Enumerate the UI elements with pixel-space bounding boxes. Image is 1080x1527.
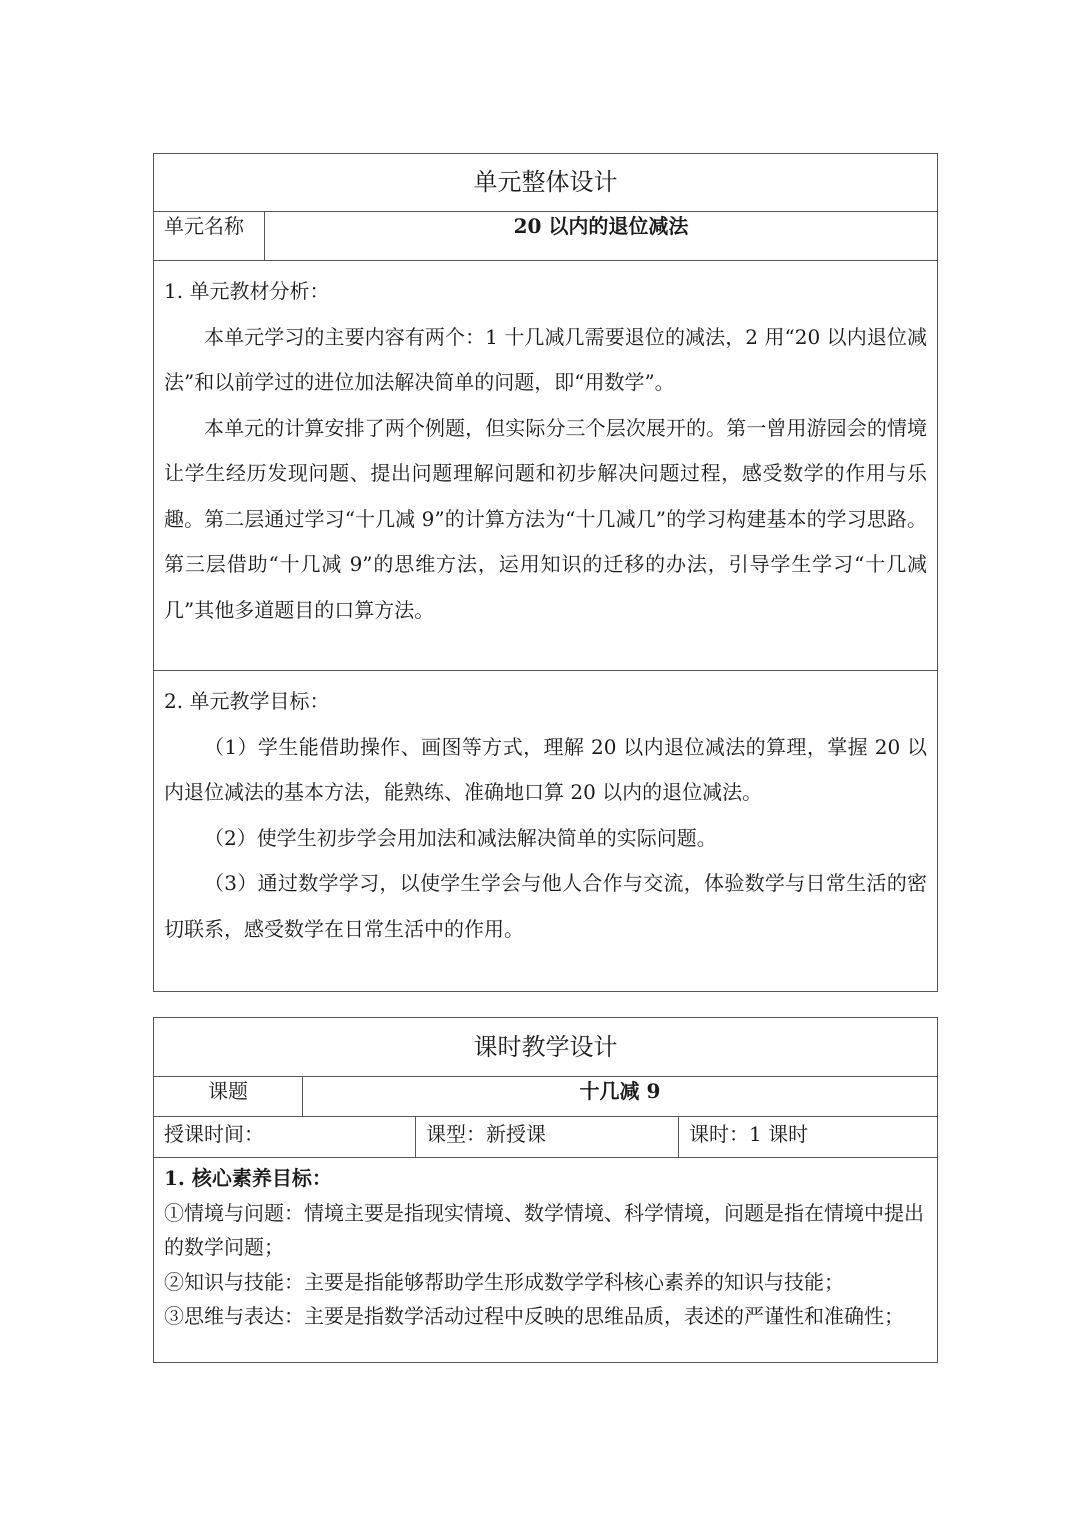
- lesson-time-label: 授课时间：: [164, 1122, 264, 1146]
- unit-goals-heading: 2. 单元教学目标：: [164, 689, 330, 713]
- lesson-title-row: [154, 1018, 937, 1077]
- core-goal-2: ②知识与技能：主要是指能够帮助学生形成数学学科核心素养的知识与技能；: [164, 1269, 844, 1294]
- core-goal-1: ①情境与问题：情境主要是指现实情境、数学情境、科学情境，问题是指在情境中提出的数学问题；: [164, 1200, 924, 1259]
- core-goals-heading: 1. 核心素养目标：: [164, 1166, 332, 1190]
- lesson-hours-label: 课时：1 课时: [678, 1117, 937, 1157]
- unit-analysis-paragraph-1: 本单元学习的主要内容有两个：1 十几减几需要退位的减法，2 用“20 以内退位减法”和以前学过的进位加法解决简单的问题，即“用数学”。: [164, 324, 927, 394]
- unit-name-value: 20 以内的退位减法: [264, 212, 937, 260]
- unit-analysis-heading: 1. 单元教材分析：: [164, 279, 330, 303]
- unit-goals-row: [154, 671, 937, 991]
- unit-name-row: [154, 212, 937, 261]
- lesson-topic-value: 十几减 9: [302, 1077, 937, 1116]
- unit-analysis-paragraph-2: 本单元的计算安排了两个例题，但实际分三个层次展开的。第一曾用游园会的情境让学生经历发现问题、提出问题理解问题和初步解决问题过程，感受数学的作用与乐趣。第二层通过学习“十几减 9”的计算方法为“十几减几”的学习构建基本的学习思路。第三层借助“十几减 9”的思维方法，运用知识的迁移的办法，引导学生学习“十几减几”其他多道题目的口算方法。: [164, 415, 927, 622]
- lesson-info-row: [154, 1117, 937, 1158]
- lesson-topic-row: [154, 1077, 937, 1117]
- unit-analysis-row: [154, 261, 937, 671]
- lesson-design-title: 课时教学设计: [473, 1033, 618, 1061]
- core-goals-row: [154, 1158, 937, 1362]
- unit-design-title: 单元整体设计: [473, 168, 618, 196]
- lesson-topic-label: 课题: [208, 1079, 248, 1103]
- core-goal-3: ③思维与表达：主要是指数学活动过程中反映的思维品质，表述的严谨性和准确性；: [164, 1304, 904, 1328]
- unit-title-row: [154, 154, 937, 212]
- lesson-design-table: [153, 1017, 938, 1363]
- unit-design-table: [153, 153, 938, 992]
- lesson-type-label: 课型：新授课: [415, 1117, 678, 1157]
- unit-name-label: 单元名称: [164, 214, 244, 238]
- unit-goal-1: （1）学生能借助操作、画图等方式，理解 20 以内退位减法的算理，掌握 20 以内退位减法的基本方法，能熟练、准确地口算 20 以内的退位减法。: [164, 734, 927, 804]
- unit-goal-2: （2）使学生初步学会用加法和减法解决简单的实际问题。: [204, 825, 717, 850]
- unit-goal-3: （3）通过数学学习，以使学生学会与他人合作与交流，体验数学与日常生活的密切联系，感受数学在日常生活中的作用。: [164, 871, 927, 941]
